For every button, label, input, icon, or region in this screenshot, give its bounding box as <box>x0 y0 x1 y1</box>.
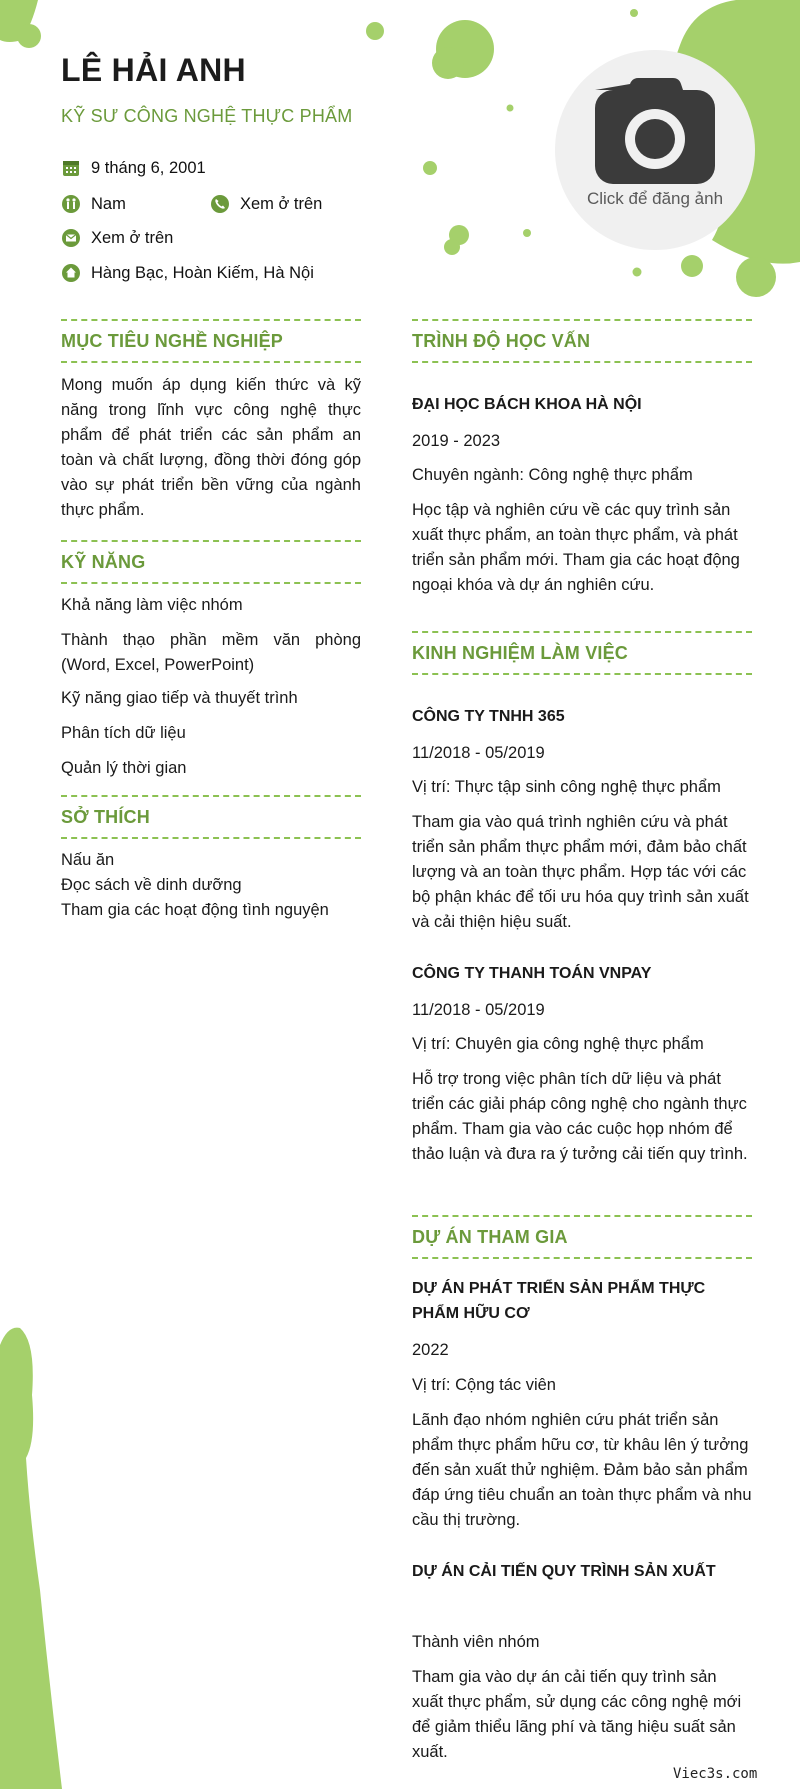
hobbies-heading: SỞ THÍCH <box>61 795 361 839</box>
bubble <box>366 22 384 40</box>
job-title: KỸ SƯ CÔNG NGHỆ THỰC PHẨM <box>61 106 353 126</box>
corner-bubble <box>17 24 41 48</box>
bubble <box>633 268 642 277</box>
skills-heading: KỸ NĂNG <box>61 540 361 584</box>
school-name: ĐẠI HỌC BÁCH KHOA HÀ NỘI <box>412 396 642 413</box>
watermark: Viec3s.com <box>673 1766 758 1782</box>
bubble <box>736 257 776 297</box>
birthday-value: 9 tháng 6, 2001 <box>91 158 206 177</box>
home-icon <box>61 263 81 283</box>
birthday-row <box>61 158 206 178</box>
project-name: DỰ ÁN CẢI TIẾN QUY TRÌNH SẢN XUẤT <box>412 1563 716 1580</box>
job-position: Vị trí: Thực tập sinh công nghệ thực phẩm <box>412 778 721 796</box>
job-description: Hỗ trợ trong việc phân tích dữ liệu và phát triển các giải pháp công nghệ cho ngành thực phẩm. Tham gia vào các cuộc họp nhóm để thảo luận và đưa ra ý tưởng cải tiến quy trình. <box>412 1070 748 1163</box>
hobby-item: Đọc sách về dinh dưỡng <box>61 876 242 894</box>
email-row <box>61 228 173 248</box>
address-value: Hàng Bạc, Hoàn Kiếm, Hà Nội <box>91 263 314 282</box>
project-role: Thành viên nhóm <box>412 1633 540 1651</box>
project-role: Vị trí: Cộng tác viên <box>412 1376 556 1394</box>
photo-upload[interactable] <box>555 50 755 250</box>
hobby-item: Nấu ăn <box>61 851 115 869</box>
bubble <box>507 105 514 112</box>
gender-icon <box>61 194 81 214</box>
phone-row <box>210 194 322 214</box>
bubble <box>681 255 703 277</box>
side-blob-bottom-left <box>0 1328 62 1789</box>
project-description: Lãnh đạo nhóm nghiên cứu phát triển sản phẩm thực phẩm hữu cơ, từ khâu lên ý tưởng đến sản xuất thử nghiệm. Đảm bảo sản phẩm đáp ứng tiêu chuẩn an toàn thực phẩm và nhu cầu thị trường. <box>412 1411 752 1529</box>
bubble <box>423 161 437 175</box>
candidate-name: LÊ HẢI ANH <box>61 52 246 88</box>
skill-item: Kỹ năng giao tiếp và thuyết trình <box>61 689 298 707</box>
job-description: Tham gia vào quá trình nghiên cứu và phát triển sản phẩm thực phẩm mới, đảm bảo chất lượng và an toàn thực phẩm. Hợp tác với các bộ phận khác để tối ưu hóa quy trình sản xuất và cải thiện hiệu suất. <box>412 813 749 931</box>
bubble <box>630 9 638 17</box>
skill-item: Khả năng làm việc nhóm <box>61 596 243 614</box>
hobby-item: Tham gia các hoạt động tình nguyện <box>61 901 329 919</box>
objective-text: Mong muốn áp dụng kiến thức và kỹ năng trong lĩnh vực công nghệ thực phẩm để phát triển các sản phẩm an toàn và chất lượng, đồng thời đóng góp vào sự phát triển bền vững của ngành thực phẩm. <box>61 376 361 519</box>
experience-heading: KINH NGHIỆM LÀM VIỆC <box>412 631 752 675</box>
education-period: 2019 - 2023 <box>412 432 501 450</box>
job-period: 11/2018 - 05/2019 <box>412 1001 545 1019</box>
email-value: Xem ở trên <box>91 228 174 247</box>
skill-item: Thành thạo phần mềm văn phòng (Word, Excel, PowerPoint) <box>61 631 361 674</box>
education-major: Chuyên ngành: Công nghệ thực phẩm <box>412 466 693 484</box>
email-icon <box>61 228 81 248</box>
skill-item: Quản lý thời gian <box>61 759 187 777</box>
company-name: CÔNG TY THANH TOÁN VNPAY <box>412 965 652 982</box>
job-period: 11/2018 - 05/2019 <box>412 744 545 762</box>
skill-item: Phân tích dữ liệu <box>61 724 186 742</box>
project-year: 2022 <box>412 1341 449 1359</box>
gender-row <box>61 194 126 214</box>
address-row <box>61 263 314 283</box>
calendar-icon <box>61 158 81 178</box>
bubble <box>444 239 460 255</box>
photo-upload-label[interactable]: Click để đăng ảnh <box>586 189 724 208</box>
objective-heading: MỤC TIÊU NGHỀ NGHIỆP <box>61 319 361 363</box>
education-description: Học tập và nghiên cứu về các quy trình sản xuất thực phẩm, an toàn thực phẩm, và phát triển sản phẩm mới. Tham gia các hoạt động ngoại khóa và dự án nghiên cứu. <box>412 501 740 594</box>
job-position: Vị trí: Chuyên gia công nghệ thực phẩm <box>412 1035 704 1053</box>
bubble <box>432 47 464 79</box>
project-description: Tham gia vào dự án cải tiến quy trình sản xuất thực phẩm, sử dụng các công nghệ mới để giảm thiểu lãng phí và tăng hiệu suất sản xuất. <box>412 1668 742 1761</box>
camera-icon <box>555 50 755 250</box>
phone-icon <box>210 194 230 214</box>
projects-heading: DỰ ÁN THAM GIA <box>412 1215 752 1259</box>
company-name: CÔNG TY TNHH 365 <box>412 708 565 725</box>
bubble <box>523 229 531 237</box>
education-heading: TRÌNH ĐỘ HỌC VẤN <box>412 319 752 363</box>
project-name: DỰ ÁN PHÁT TRIỂN SẢN PHẨM THỰC PHẨM HỮU CƠ <box>412 1280 706 1322</box>
gender-value: Nam <box>91 194 126 213</box>
phone-value: Xem ở trên <box>240 194 323 213</box>
